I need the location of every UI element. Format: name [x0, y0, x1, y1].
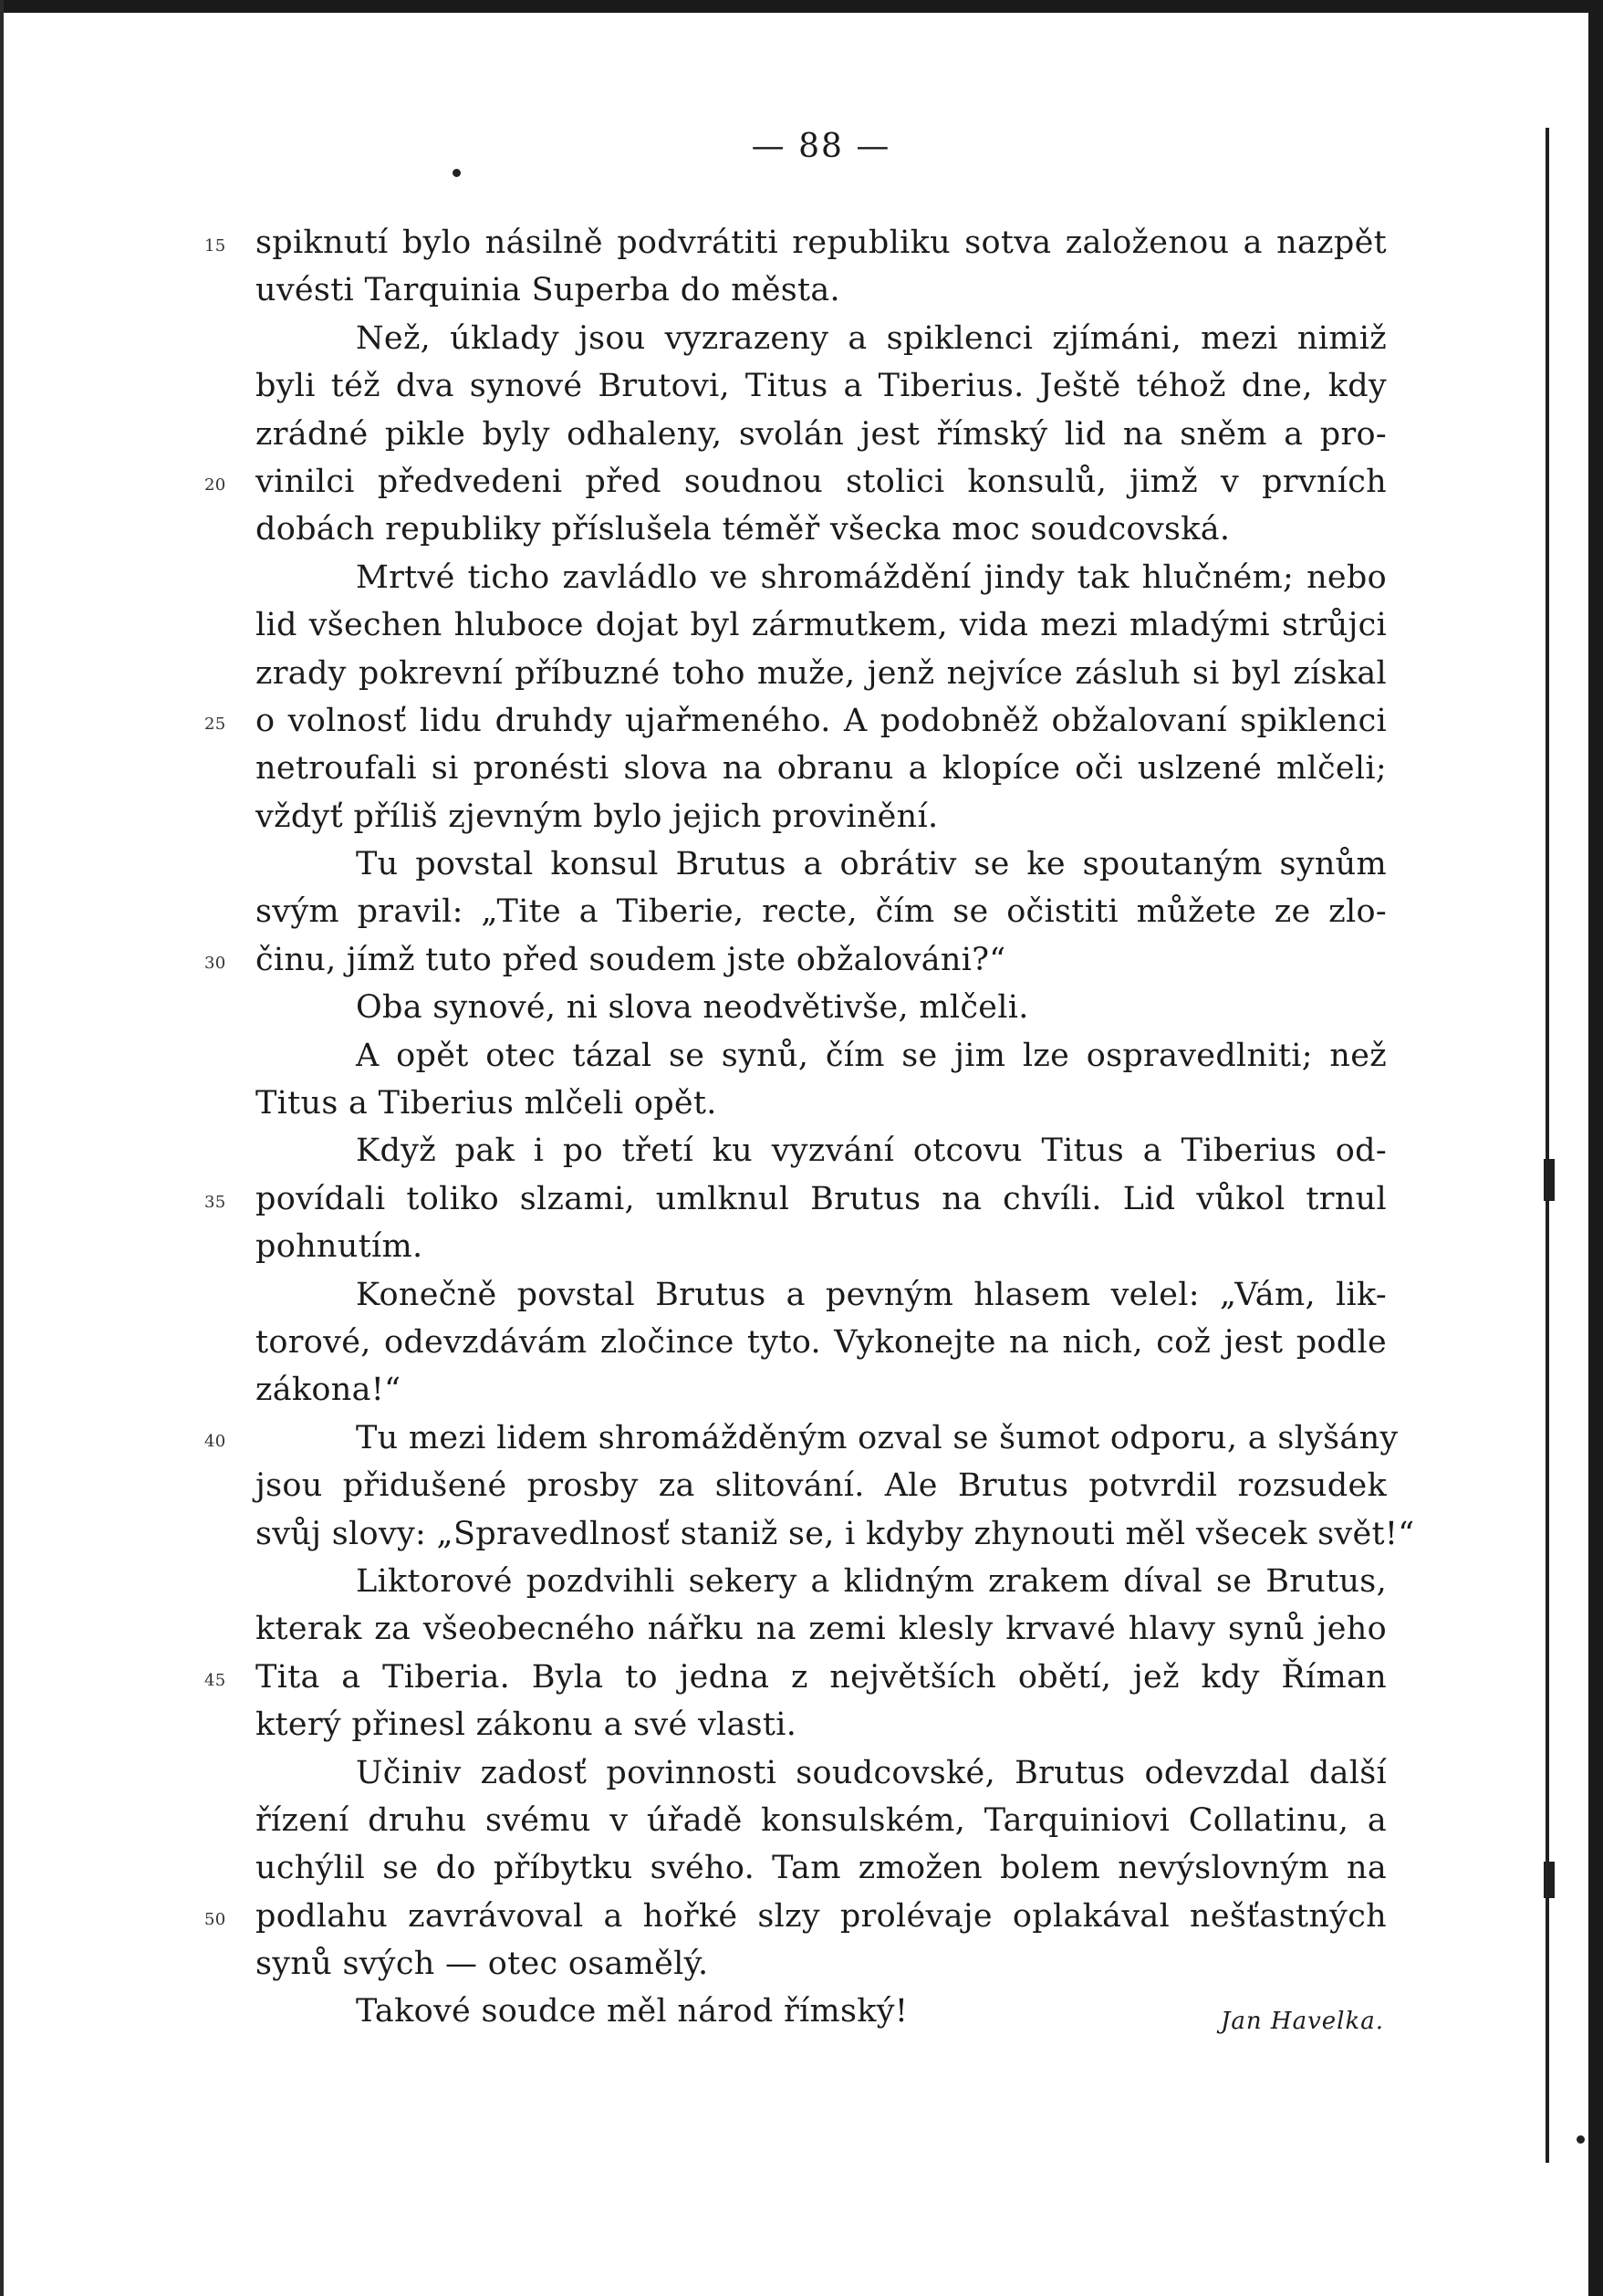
text-line: [204, 697, 1387, 745]
text-line: [255, 650, 1387, 697]
line-text: činu, jímž tuto před soudem jste obžalováni?“: [255, 941, 1006, 978]
scan-edge-left: [0, 0, 4, 2296]
line-text: zákona!“: [255, 1372, 401, 1409]
line-text: který přinesl zákonu a své vlasti.: [255, 1706, 797, 1744]
line-text: vinilci předvedeni před soudnou stolici konsulů, jimž v prvních: [255, 463, 1387, 500]
line-text: Takové soudce měl národ římský!: [356, 1993, 909, 2030]
line-text: lid všechen hluboce dojat byl zármutkem, vida mezi mladými strůjci: [255, 607, 1387, 644]
text-line: [204, 1654, 1387, 1701]
line-text: řízení druhu svému v úřadě konsulském, Tarquiniovi Collatinu, a: [255, 1801, 1387, 1839]
line-text: uchýlil se do příbytku svého. Tam zmožen bolem nevýslovným na: [255, 1850, 1387, 1887]
text-line: [255, 411, 1387, 458]
line-text: synů svých — otec osamělý.: [255, 1946, 709, 1983]
line-text: Mrtvé ticho zavládlo ve shromáždění jindy tak hlučném; nebo: [356, 558, 1387, 596]
line-text: spiknutí bylo násilně podvrátiti republiku sotva založenou a nazpět: [255, 224, 1387, 261]
text-line: [255, 1749, 1387, 1797]
line-number: 40: [204, 1431, 226, 1451]
line-text: Tu mezi lidem shromážděným ozval se šumot odporu, a slyšány: [356, 1419, 1399, 1456]
text-line: [255, 1271, 1387, 1319]
line-text: Liktorové pozdvihli sekery a klidným zrakem díval se Brutus,: [356, 1562, 1387, 1600]
line-text: Oba synové, ni slova neodvětivše, mlčeli.: [356, 989, 1029, 1027]
line-text: dobách republiky příslušela téměř všecka moc soudcovská.: [255, 511, 1231, 548]
line-text: jsou přidušené prosby za slitování. Ale Brutus potvrdil rozsudek: [255, 1467, 1387, 1505]
text-line: [255, 362, 1387, 410]
line-text: uvésti Tarquinia Superba do města.: [255, 272, 840, 309]
text-line: [255, 1462, 1387, 1509]
line-text: o volnosť lidu druhdy ujařmeného. A podobněž obžalovaní spiklenci: [255, 702, 1387, 739]
line-number: 25: [204, 714, 226, 734]
text-line: [255, 1844, 1387, 1892]
text-line: [204, 1414, 1399, 1462]
line-text: svůj slovy: „Spravedlnosť staniž se, i kdyby zhynouti měl všecek svět!“: [255, 1515, 1415, 1552]
line-text: Titus a Tiberius mlčeli opět.: [255, 1085, 717, 1122]
text-line: [255, 1558, 1387, 1605]
line-text: Učiniv zadosť povinnosti soudcovské, Brutus odevzdal další: [356, 1754, 1387, 1791]
scan-dot: [453, 169, 461, 177]
line-number: 35: [204, 1192, 226, 1212]
text-line: [255, 1032, 1387, 1080]
binding-mark: [1544, 1159, 1555, 1201]
page-number: — 88 —: [751, 128, 891, 165]
text-line: [255, 745, 1387, 792]
line-text: kterak za všeobecného nářku na zemi klesly krvavé hlavy synů jeho: [255, 1611, 1387, 1648]
line-text: netroufali si pronésti slova na obranu a klopíce oči uslzené mlčeli;: [255, 750, 1387, 788]
line-text: podlahu zavrávoval a hořké slzy prolévaje oplakával nešťastných: [255, 1897, 1387, 1935]
line-text: torové, odevzdávám zločince tyto. Vykonejte na nich, což jest podle: [255, 1323, 1387, 1361]
line-text: pohnutím.: [255, 1228, 423, 1266]
text-line: [255, 1080, 1387, 1127]
text-line: [255, 984, 1387, 1031]
binding-edge-line: [1546, 128, 1549, 2163]
text-line: [255, 1605, 1387, 1653]
scan-edge-right: [1588, 0, 1603, 2296]
text-line: [255, 1319, 1387, 1366]
text-line: [204, 936, 1387, 984]
text-line: [255, 1510, 1415, 1558]
scan-dot: [1577, 2135, 1585, 2144]
line-text: Tita a Tiberia. Byla to jedna z největších obětí, jež kdy Říman: [255, 1658, 1387, 1696]
line-number: 20: [204, 475, 226, 495]
text-line: [255, 1940, 1387, 1988]
line-text: Než, úklady jsou vyzrazeny a spiklenci zjímáni, mezi nimiž: [356, 319, 1387, 357]
scan-edge-top: [0, 0, 1603, 13]
text-line: [204, 1893, 1387, 1940]
text-line: [255, 888, 1387, 935]
line-text: byli též dva synové Brutovi, Titus a Tiberius. Ještě téhož dne, kdy: [255, 368, 1387, 405]
line-number: 45: [204, 1670, 226, 1690]
line-number: 50: [204, 1909, 226, 1929]
line-text: svým pravil: „Tite a Tiberie, recte, čím se očistiti můžete ze zlo-: [255, 893, 1387, 931]
text-line: [255, 1366, 1387, 1414]
text-line: [255, 315, 1387, 362]
text-line: [255, 793, 1387, 840]
line-number: 15: [204, 236, 226, 256]
text-line: [255, 506, 1387, 553]
text-line: [255, 1223, 1387, 1270]
text-line: [255, 601, 1387, 649]
text-line: [255, 1701, 1387, 1748]
text-line: [255, 1127, 1387, 1174]
line-text: Tu povstal konsul Brutus a obrátiv se ke spoutaným synům: [356, 846, 1387, 883]
text-line: [255, 1988, 1387, 2035]
body-text: [204, 219, 1415, 2036]
line-text: vždyť příliš zjevným bylo jejich provinění.: [255, 798, 939, 835]
binding-mark: [1544, 1862, 1555, 1898]
text-line: [204, 1175, 1387, 1223]
text-line: [204, 458, 1387, 506]
line-text: zrady pokrevní příbuzné toho muže, jenž nejvíce zásluh si byl získal: [255, 654, 1387, 692]
line-text: Když pak i po třetí ku vyzvání otcovu Titus a Tiberius od-: [356, 1132, 1387, 1170]
line-text: povídali toliko slzami, umlknul Brutus na chvíli. Lid vůkol trnul: [255, 1180, 1387, 1217]
line-text: zrádné pikle byly odhaleny, svolán jest římský lid na sněm a pro-: [255, 415, 1387, 453]
line-text: Konečně povstal Brutus a pevným hlasem velel: „Vám, lik-: [356, 1276, 1387, 1313]
text-line: [255, 840, 1387, 888]
author-signature: Jan Havelka.: [1220, 2008, 1384, 2035]
text-line: [255, 1797, 1387, 1844]
line-text: A opět otec tázal se synů, čím se jim lze ospravedlniti; než: [356, 1037, 1387, 1074]
text-line: [204, 219, 1387, 266]
text-line: [255, 554, 1387, 601]
text-line: [255, 266, 1387, 314]
line-number: 30: [204, 953, 226, 973]
